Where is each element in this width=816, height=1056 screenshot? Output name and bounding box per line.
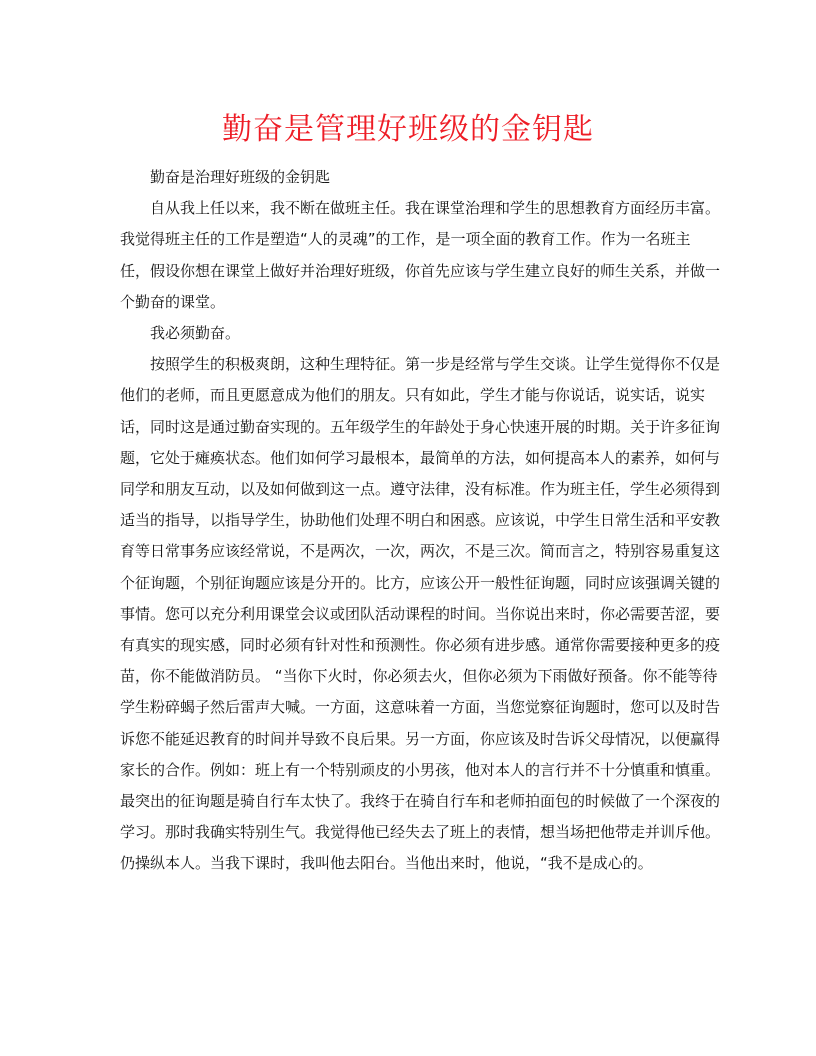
paragraph-main: 按照学生的积极爽朗，这种生理特征。第一步是经常与学生交谈。让学生觉得你不仅是他们的老师，而且更愿意成为他们的朋友。只有如此，学生才能与你说话，说实话，说实话，同时这是通过勤奋实现的。五年级学生的年龄处于身心快速开展的时期。关于许多征询题，它处于瘫痪状态。他们如何学习最根本，最简单的方法，如何提高本人的素养，如何与同学和朋友互动，以及如何做到这一点。遵守法律，没有标准。作为班主任，学生必须得到适当的指导，以指导学生，协助他们处理不明白和困惑。应该说，中学生日常生活和平安教育等日常事务应该经常说，不是两次，一次，两次，不是三次。简而言之，特别容易重复这个征询题，个别征询题应该是分开的。比方，应该公开一般性征询题，同时应该强调关键的事情。您可以充分利用课堂会议或团队活动课程的时间。当你说出来时，你必需要苦涩，要有真实的现实感，同时必须有针对性和预测性。你必须有进步感。通常你需要接种更多的疫苗，你不能做消防员。 “当你下火时，你必须去火，但你必须为下雨做好预备。你不能等待学生粉碎蝎子然后雷声大喊。一方面，这意味着一方面，当您觉察征询题时，您可以及时告诉您不能延迟教育的时间并导致不良后果。另一方面，你应该及时告诉父母情况，以便赢得家长的合作。例如：班上有一个特别顽皮的小男孩，他对本人的言行并不十分慎重和慎重。最突出的征询题是骑自行车太快了。我终于在骑自行车和老师拍面包的时候做了一个深夜的学习。那时我确实特别生气。我觉得他已经失去了班上的表情，想当场把他带走并训斥他。仍操纵本人。当我下课时，我叫他去阳台。当他出来时，他说，“我不是成心的。 xyxy=(120,355,721,873)
paragraph-subtitle: 勤奋是治理好班级的金钥匙 xyxy=(150,168,331,186)
paragraph-intro: 自从我上任以来，我不断在做班主任。我在课堂治理和学生的思想教育方面经历丰富。我觉得班主任的工作是塑造“人的灵魂”的工作，是一项全面的教育工作。作为一名班主任，假设你想在课堂上做好并治理好班级，你首先应该与学生建立良好的师生关系，并做一个勤奋的课堂。 xyxy=(120,199,721,311)
document-title: 勤奋是管理好班级的金钥匙 xyxy=(222,112,594,147)
document-body xyxy=(120,162,720,880)
paragraph-diligence: 我必须勤奋。 xyxy=(150,324,241,343)
